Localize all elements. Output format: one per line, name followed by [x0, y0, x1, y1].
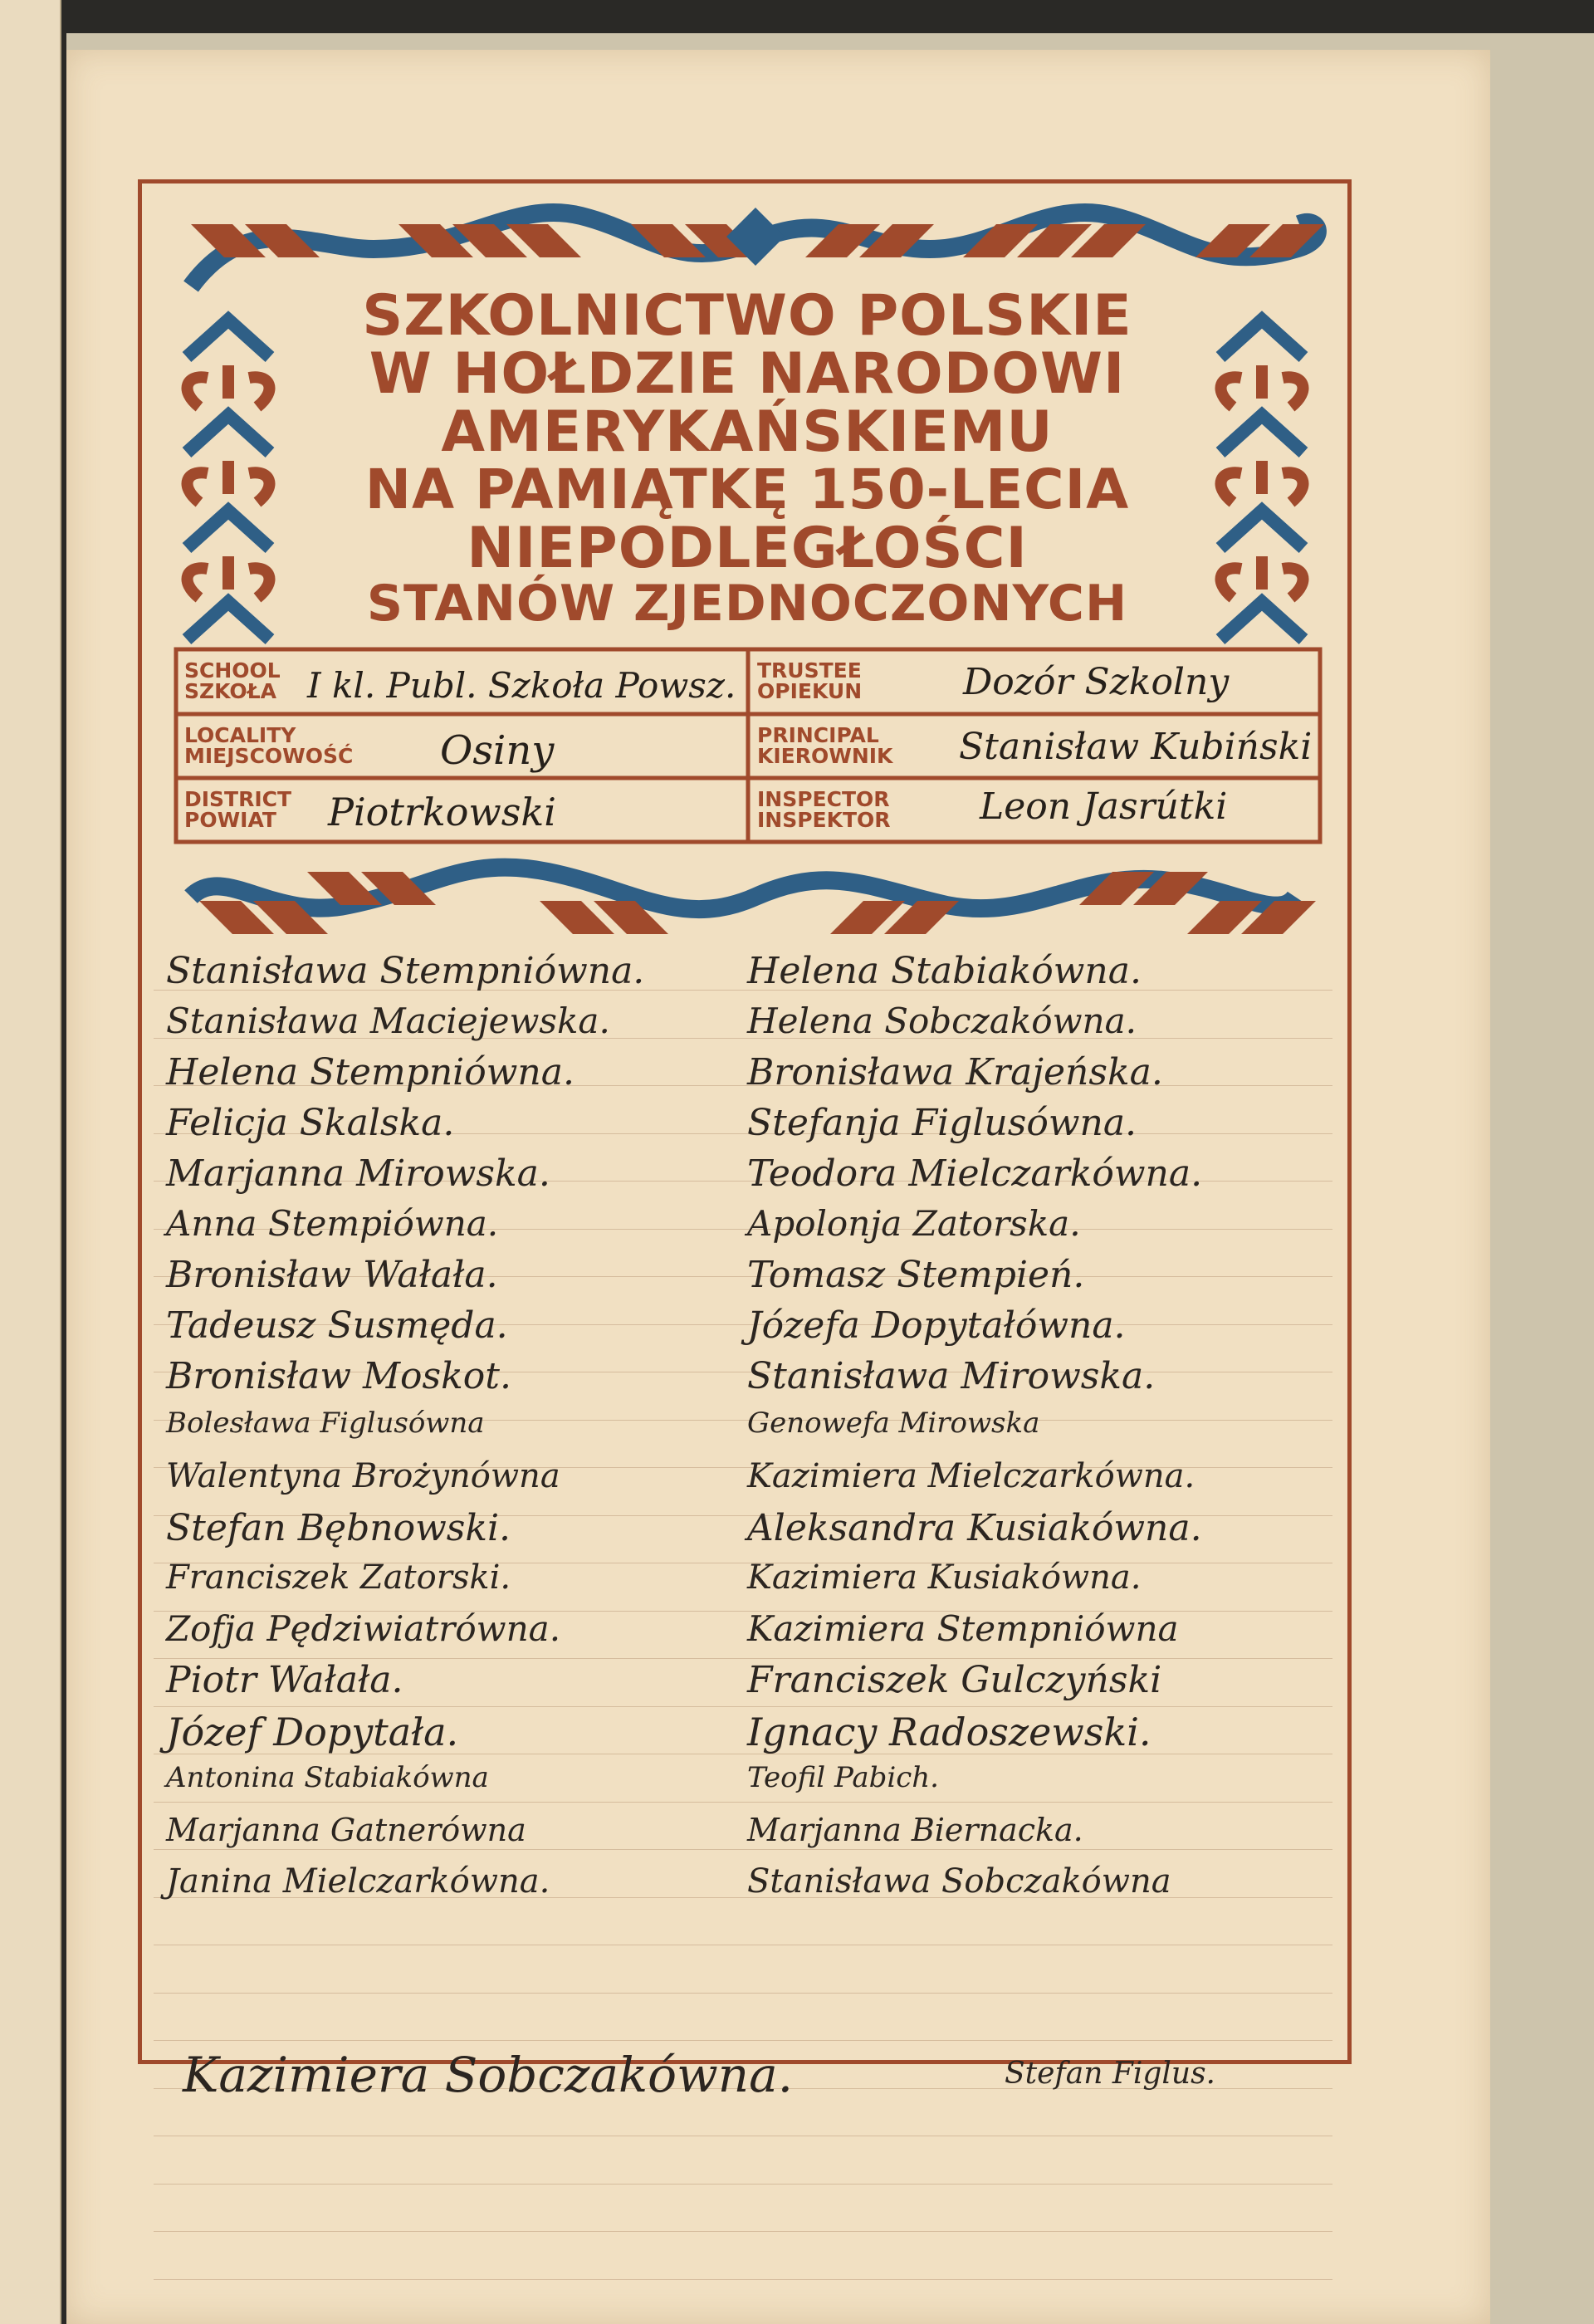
signature-right-5: Teodora Mielczarkówna. [747, 1152, 1203, 1195]
inspector-value: Leon Jasrútki [980, 785, 1228, 828]
locality-label: LOCALITY MIEJSCOWOŚĆ [184, 723, 354, 768]
signature-right-14: Kazimiera Stempniówna [747, 1608, 1179, 1649]
certificate-title [274, 283, 1220, 643]
bottom-signature-1: Kazimiera Sobczakówna. [183, 2047, 794, 2103]
signature-right-19: Stanisława Sobczakówna [747, 1862, 1171, 1901]
trustee-value: Dozór Szkolny [963, 661, 1230, 703]
title-line-6: STANÓW ZJEDNOCZONYCH [366, 575, 1128, 633]
locality-value: Osiny [440, 727, 555, 774]
signature-left-7: Bronisław Wałała. [166, 1254, 498, 1296]
signature-right-12: Aleksandra Kusiakówna. [747, 1507, 1202, 1549]
signature-right-9: Stanisława Mirowska. [747, 1355, 1156, 1397]
district-value: Piotrkowski [328, 790, 556, 834]
signature-left-2: Stanisława Maciejewska. [166, 1001, 610, 1041]
signature-right-13: Kazimiera Kusiakówna. [747, 1558, 1142, 1597]
ruled-line [154, 2040, 1332, 2041]
signature-right-3: Bronisława Krajeńska. [747, 1051, 1163, 1094]
signature-left-14: Zofja Pędziwiatrówna. [166, 1608, 561, 1649]
signature-left-12: Stefan Bębnowski. [166, 1507, 511, 1549]
signature-left-16: Józef Dopytała. [166, 1710, 459, 1754]
signature-right-6: Apolonja Zatorska. [747, 1203, 1081, 1244]
signature-right-8: Józefa Dopytałówna. [747, 1304, 1126, 1347]
signature-left-10: Bolesława Figlusówna [166, 1407, 485, 1440]
signature-right-1: Helena Stabiakówna. [747, 950, 1142, 992]
school-value: I kl. Publ. Szkoła Powsz. [307, 665, 736, 706]
ruled-line [154, 2231, 1332, 2232]
title-line-2: W HOŁDZIE NARODOWI [369, 341, 1126, 407]
signature-left-6: Anna Stempiówna. [166, 1203, 499, 1244]
ruled-line [154, 2184, 1332, 2185]
principal-label: PRINCIPAL KIEROWNIK [757, 723, 893, 768]
signature-left-5: Marjanna Mirowska. [166, 1152, 550, 1195]
signature-left-3: Helena Stempniówna. [166, 1051, 575, 1094]
signature-right-11: Kazimiera Mielczarkówna. [747, 1457, 1196, 1495]
signature-left-13: Franciszek Zatorski. [166, 1558, 511, 1597]
signature-right-7: Tomasz Stempień. [747, 1254, 1085, 1296]
signature-right-18: Marjanna Biernacka. [747, 1812, 1083, 1848]
district-label: DISTRICT POWIAT [184, 787, 292, 832]
signature-right-2: Helena Sobczakówna. [747, 1001, 1137, 1041]
signature-right-17: Teofil Pabich. [747, 1761, 939, 1794]
signature-right-15: Franciszek Gulczyński [747, 1659, 1162, 1701]
ruled-line [154, 1849, 1332, 1850]
signature-right-16: Ignacy Radoszewski. [747, 1710, 1151, 1754]
signature-left-19: Janina Mielczarkówna. [166, 1862, 550, 1901]
signature-right-10: Genowefa Mirowska [747, 1407, 1040, 1440]
bottom-signature-2: Stefan Figlus. [1005, 2057, 1216, 2091]
signature-left-17: Antonina Stabiakówna [166, 1761, 489, 1794]
right-side-ornaments [1220, 320, 1303, 639]
title-line-3: AMERYKAŃSKIEMU [441, 399, 1054, 465]
ruled-line [154, 1993, 1332, 1994]
title-line-1: SZKOLNICTWO POLSKIE [362, 283, 1132, 349]
ruled-line [154, 1706, 1332, 1707]
school-label: SCHOOL SZKOŁA [184, 658, 281, 703]
signature-left-15: Piotr Wałała. [166, 1659, 403, 1701]
ruled-line [154, 2279, 1332, 2280]
left-side-ornaments [187, 320, 270, 639]
ruled-line [154, 1802, 1332, 1803]
principal-value: Stanisław Kubiński [959, 726, 1313, 768]
signature-left-18: Marjanna Gatnerówna [166, 1812, 526, 1848]
signature-right-4: Stefanja Figlusówna. [747, 1102, 1137, 1144]
signature-left-11: Walentyna Brożynówna [166, 1457, 560, 1495]
signature-left-8: Tadeusz Susmęda. [166, 1304, 508, 1347]
inspector-label: INSPECTOR INSPEKTOR [757, 787, 891, 832]
title-line-5: NIEPODLEGŁOŚCI [467, 516, 1028, 581]
signature-left-4: Felicja Skalska. [166, 1102, 455, 1144]
trustee-label: TRUSTEE OPIEKUN [757, 658, 863, 703]
title-line-4: NA PAMIĄTKĘ 150-LECIA [364, 457, 1130, 521]
signature-left-1: Stanisława Stempniówna. [166, 950, 645, 992]
signature-left-9: Bronisław Moskot. [166, 1355, 511, 1397]
